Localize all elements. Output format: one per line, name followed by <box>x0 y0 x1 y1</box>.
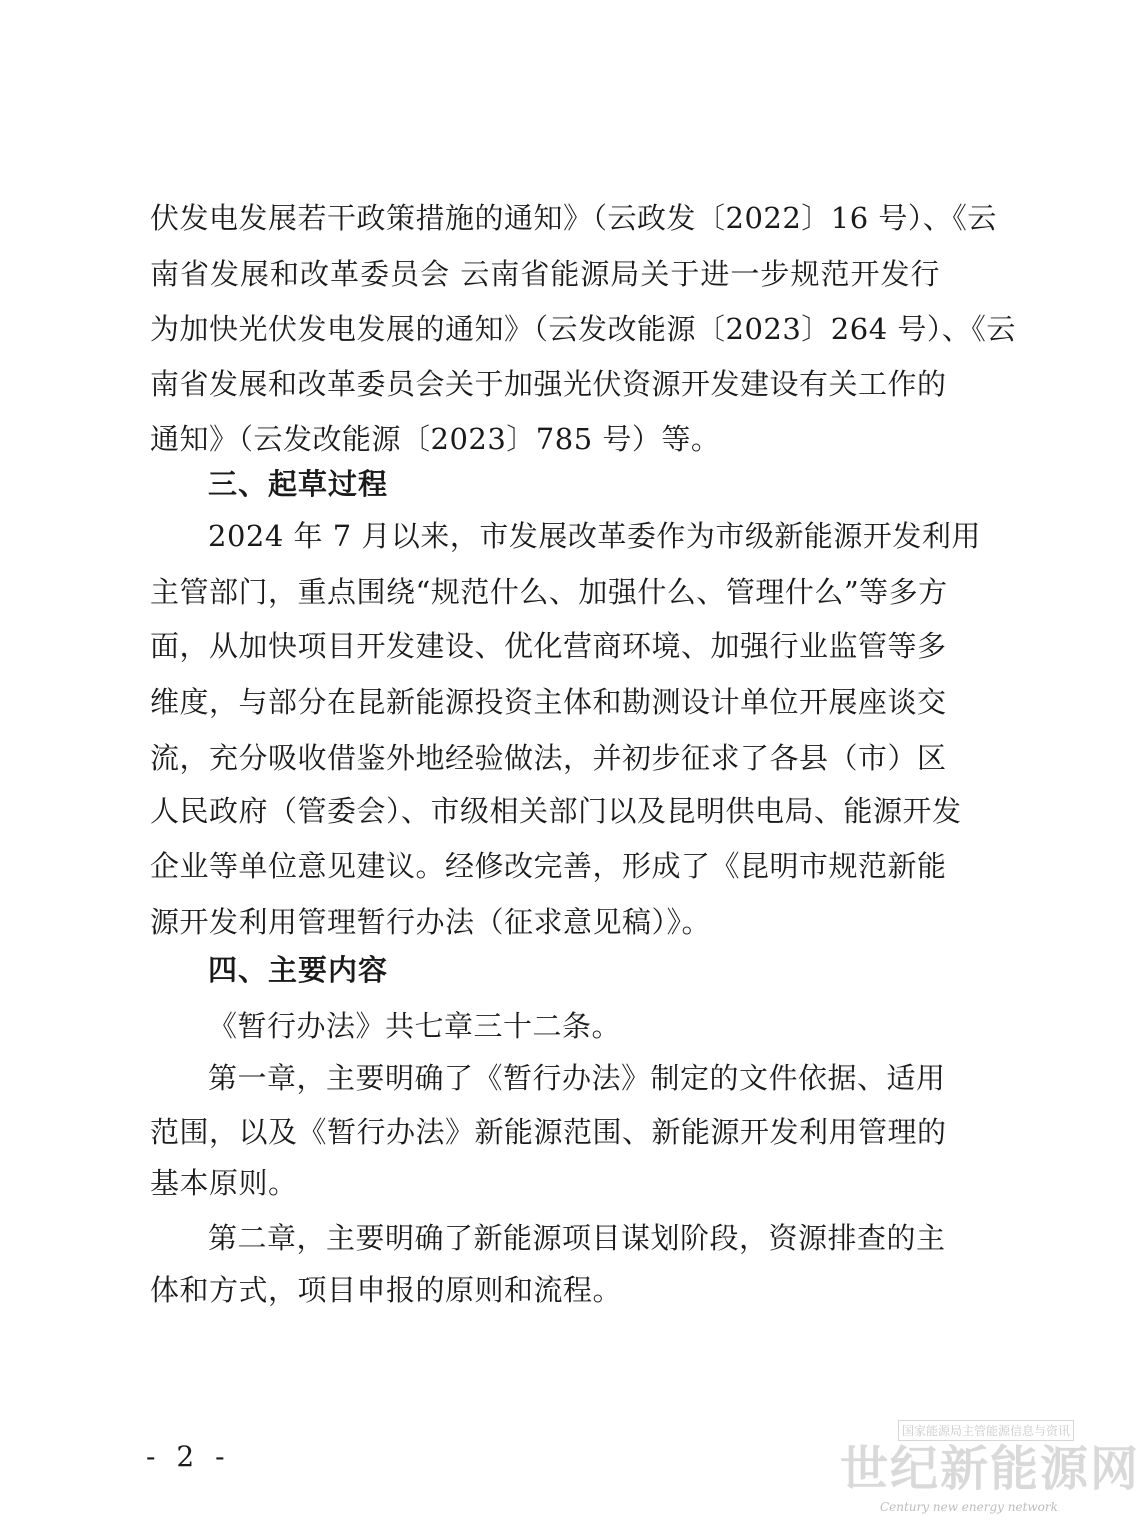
body-text-line: 体和方式，项目申报的原则和流程。 <box>150 1273 623 1307</box>
body-text-line: 《暂行办法》共七章三十二条。 <box>208 1009 622 1043</box>
body-text-line: 源开发利用管理暂行办法（征求意见稿）》。 <box>150 905 712 939</box>
body-text-line: 第一章，主要明确了《暂行办法》制定的文件依据、适用 <box>208 1061 946 1095</box>
body-text-line: 主管部门，重点围绕“规范什么、加强什么、管理什么”等多方 <box>150 575 948 609</box>
watermark-logo <box>840 1420 1140 1520</box>
body-text-line: 流，充分吸收借鉴外地经验做法，并初步征求了各县（市）区 <box>150 741 947 775</box>
body-text-line: 2024 年 7 月以来，市发展改革委作为市级新能源开发利用 <box>208 519 981 553</box>
watermark-tagline: 国家能源局主管能源信息与资讯 <box>898 1420 1074 1441</box>
section-heading-main-content: 四、主要内容 <box>208 953 389 987</box>
page-number: - 2 - <box>146 1440 231 1473</box>
watermark-brand: 世纪新能源网 <box>840 1441 1140 1497</box>
body-text-line: 维度，与部分在昆新能源投资主体和勘测设计单位开展座谈交 <box>150 685 947 719</box>
body-text-line: 为加快光伏发电发展的通知》（云发改能源〔2023〕264 号）、《云 <box>150 312 1016 346</box>
watermark-english: Century new energy network <box>880 1500 1058 1514</box>
body-text-line: 范围，以及《暂行办法》新能源范围、新能源开发利用管理的 <box>150 1115 947 1149</box>
body-text-line: 第二章，主要明确了新能源项目谋划阶段，资源排查的主 <box>208 1221 946 1255</box>
section-heading-drafting-process: 三、起草过程 <box>208 467 389 501</box>
body-text-line: 南省发展和改革委员会 云南省能源局关于进一步规范开发行 <box>150 257 940 291</box>
body-text-line: 伏发电发展若干政策措施的通知》（云政发〔2022〕16 号）、《云 <box>150 201 997 235</box>
body-text-line: 人民政府（管委会）、市级相关部门以及昆明供电局、能源开发 <box>150 794 962 828</box>
body-text-line: 企业等单位意见建议。经修改完善，形成了《昆明市规范新能 <box>150 849 947 883</box>
body-text-line: 面，从加快项目开发建设、优化营商环境、加强行业监管等多 <box>150 629 947 663</box>
body-text-line: 基本原则。 <box>150 1166 298 1200</box>
body-text-line: 南省发展和改革委员会关于加强光伏资源开发建设有关工作的 <box>150 367 947 401</box>
body-text-line: 通知》（云发改能源〔2023〕785 号）等。 <box>150 422 721 456</box>
